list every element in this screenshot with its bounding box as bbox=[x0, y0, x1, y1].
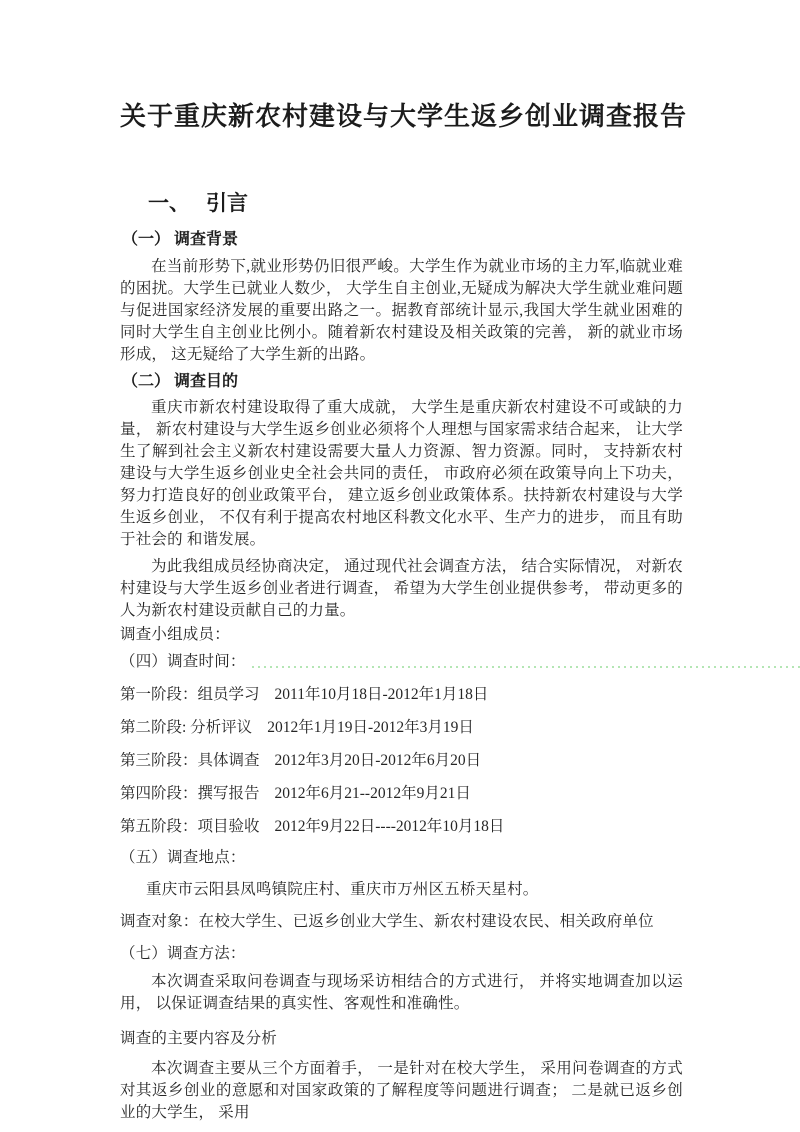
stage-label: 第四阶段：撰写报告 bbox=[120, 785, 260, 802]
stage-label: 第三阶段：具体调查 bbox=[120, 752, 260, 769]
survey-place-text: 重庆市云阳县凤鸣镇院庄村、重庆市万州区五桥天星村。 bbox=[146, 881, 539, 898]
stage-row bbox=[120, 718, 683, 738]
document-title: 关于重庆新农村建设与大学生返乡创业调查报告 bbox=[120, 102, 688, 131]
green-dotted-line bbox=[252, 666, 800, 668]
survey-time-heading: （四）调查时间： bbox=[120, 653, 246, 670]
stage-row bbox=[120, 685, 683, 705]
survey-place-heading: （五）调查地点： bbox=[120, 849, 246, 866]
section-label: 引言 bbox=[206, 191, 248, 215]
paragraph-purpose-1: 重庆市新农村建设取得了重大成就， 大学生是重庆新农村建设不可或缺的力量， 新农村建设与大学生返乡创业必须将个人理想与国家需求结合起来， 让大学生了解到社会主义新农村建设需要大量人力资源、智力资源。同时， 支持新农村建设与大学生返乡创业史全社会共同的责任， 市政府必须在政策导向上下功夫， 努力打造良好的创业政策平台， 建立返乡创业政策体系。扶持新农村建设与大学生返乡创业， 不仅有利于提高农村地区科教文化水平、生产力的进步， 而且有助于社会的 和谐发展。 bbox=[120, 399, 683, 548]
paragraph-background: 在当前形势下,就业形势仍旧很严峻。大学生作为就业市场的主力军,临就业难的困扰。大学生已就业人数少， 大学生自主创业,无疑成为解决大学生就业难问题与促进国家经济发展的重要出路之一。据教育部统计显示,我国大学生就业困难的同时大学生自主创业比例小。随着新农村建设及相关政策的完善， 新的就业市场形成， 这无疑给了大学生新的出路。 bbox=[120, 258, 683, 363]
stage-dates: 2011年10月18日-2012年1月18日 bbox=[274, 686, 489, 703]
stage-dates: 2012年6月21--2012年9月21日 bbox=[274, 785, 471, 802]
stage-row bbox=[120, 784, 683, 804]
survey-subjects-line: 调查对象：在校大学生、已返乡创业大学生、新农村建设农民、相关政府单位 bbox=[120, 913, 654, 930]
stage-list bbox=[120, 685, 683, 837]
stage-label: 第二阶段: 分析评议 bbox=[120, 719, 253, 736]
section-heading-introduction bbox=[148, 190, 683, 216]
subsection-heading-purpose: （二） 调查目的 bbox=[122, 373, 239, 390]
stage-row bbox=[120, 751, 683, 771]
stage-label: 第五阶段：项目验收 bbox=[120, 818, 260, 835]
section-number: 一、 bbox=[148, 191, 190, 215]
stage-label: 第一阶段：组员学习 bbox=[120, 686, 260, 703]
content-analysis-heading: 调查的主要内容及分析 bbox=[120, 1030, 278, 1047]
stage-dates: 2012年1月19日-2012年3月19日 bbox=[267, 719, 474, 736]
stage-dates: 2012年9月22日----2012年10月18日 bbox=[274, 818, 505, 835]
stage-row bbox=[120, 817, 683, 837]
paragraph-purpose-2: 为此我组成员经协商决定， 通过现代社会调查方法， 结合实际情况， 对新农村建设与大学生返乡创业者进行调查， 希望为大学生创业提供参考， 带动更多的人为新农村建设贡献自己的力量。 bbox=[120, 558, 683, 619]
stage-dates: 2012年3月20日-2012年6月20日 bbox=[274, 752, 482, 769]
paragraph-method: 本次调查采取问卷调查与现场采访相结合的方式进行， 并将实地调查加以运用， 以保证调查结果的真实性、客观性和准确性。 bbox=[120, 973, 683, 1012]
paragraph-content: 本次调查主要从三个方面着手， 一是针对在校大学生， 采用问卷调查的方式对其返乡创业的意愿和对国家政策的了解程度等问题进行调查； 二是就已返乡创业的大学生， 采用 bbox=[120, 1060, 683, 1121]
team-members-label: 调查小组成员： bbox=[120, 626, 230, 643]
survey-time-heading-row bbox=[120, 652, 800, 672]
subsection-heading-background: （一） 调查背景 bbox=[122, 231, 239, 248]
survey-method-heading: （七）调查方法： bbox=[120, 945, 246, 962]
